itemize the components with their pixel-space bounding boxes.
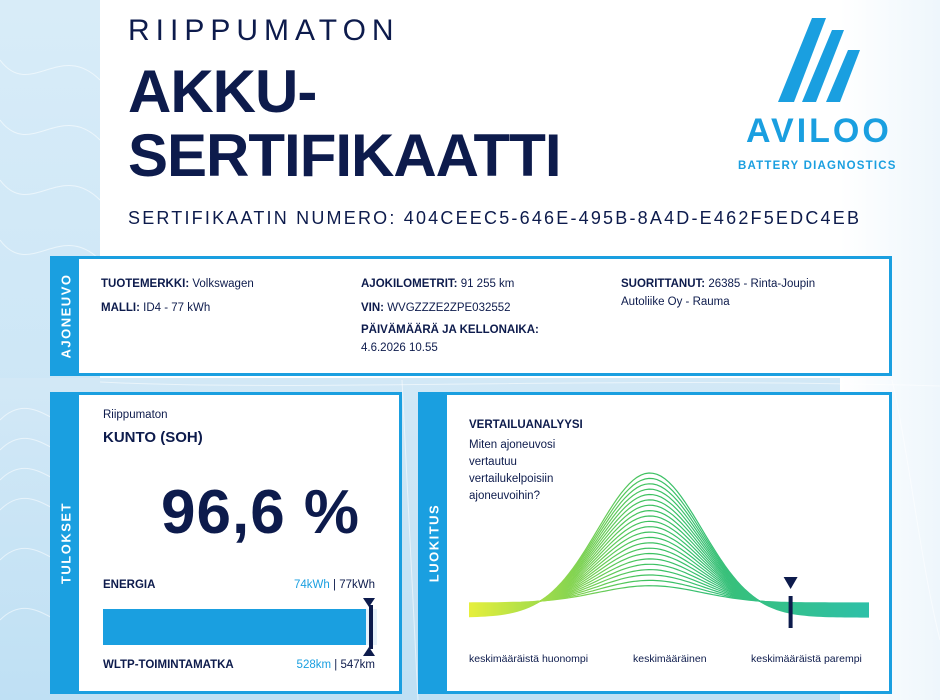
comparison-panel xyxy=(418,392,892,694)
brand-value: Volkswagen xyxy=(192,278,254,290)
energy-separator: | xyxy=(329,579,340,591)
performer-value-line1: 26385 - Rinta-Joupin xyxy=(708,278,816,290)
mileage-value: 91 255 km xyxy=(460,278,515,290)
soh-label: KUNTO (SOH) xyxy=(103,429,203,446)
distribution-line xyxy=(469,580,869,603)
axis-label-better: keskimääräistä parempi xyxy=(751,653,862,665)
distribution-line xyxy=(469,586,869,603)
energy-values xyxy=(294,579,375,591)
wltp-nominal: 547km xyxy=(340,659,375,671)
logo-wordmark: AVILOO xyxy=(746,112,892,150)
distribution-line xyxy=(469,505,869,613)
model-value: ID4 - 77 kWh xyxy=(143,302,211,314)
mileage-field xyxy=(361,275,514,293)
position-marker-line xyxy=(789,596,793,628)
vin-field xyxy=(361,299,511,317)
vehicle-tab xyxy=(53,259,79,373)
vin-label: VIN: xyxy=(361,302,384,314)
axis-label-average: keskimääräinen xyxy=(633,653,707,665)
energy-bar-fill xyxy=(103,609,366,645)
distribution-line xyxy=(469,575,869,604)
vehicle-panel xyxy=(50,256,892,376)
vehicle-tab-label: AJONEUVO xyxy=(58,273,74,359)
certificate-number: SERTIFIKAATIN NUMERO: 404CEEC5-646E-495B-8A4D-E462F5EDC4EB xyxy=(128,208,862,228)
energy-nominal: 77kWh xyxy=(339,579,375,591)
brand-field xyxy=(101,275,254,293)
datetime-label: PÄIVÄMÄÄRÄ JA KELLONAIKA: xyxy=(361,324,539,336)
energy-label: ENERGIA xyxy=(103,579,156,591)
comparison-question: Miten ajoneuvosi vertautuu vertailukelpoisiin ajoneuvoihin? xyxy=(469,439,556,502)
datetime-value: 4.6.2026 10.55 xyxy=(361,342,438,354)
comparison-tab xyxy=(421,395,447,691)
bar-bottom-marker-icon xyxy=(363,647,375,656)
aviloo-logo-icon xyxy=(740,18,900,178)
performer-label: SUORITTANUT: xyxy=(621,278,706,290)
position-marker-top-icon xyxy=(784,577,798,589)
distribution-line xyxy=(469,564,869,605)
performer-field xyxy=(621,275,815,311)
soh-value: 96,6 % xyxy=(161,478,361,547)
results-tab-label: TULOKSET xyxy=(58,501,74,585)
wltp-current: 528km xyxy=(296,659,332,671)
distribution-line xyxy=(469,559,869,606)
axis-label-worse: keskimääräistä huonompi xyxy=(469,653,589,665)
comparison-title: VERTAILUANALYYSI xyxy=(469,419,583,431)
distribution-line xyxy=(469,527,869,611)
model-field xyxy=(101,299,210,317)
wltp-separator: | xyxy=(331,659,341,671)
performer-value-line2: Autoliike Oy - Rauma xyxy=(621,296,730,308)
title-line-2: SERTIFIKAATTI xyxy=(128,122,561,189)
title-line-1: AKKU- xyxy=(128,58,317,125)
datetime-field xyxy=(361,321,539,357)
results-tab xyxy=(53,395,79,691)
certificate-subtitle: RIIPPUMATON xyxy=(128,14,400,47)
wltp-label: WLTP-TOIMINTAMATKA xyxy=(103,659,234,671)
distribution-line xyxy=(469,516,869,612)
wltp-values xyxy=(297,659,375,671)
distribution-line xyxy=(469,532,869,610)
soh-small-label: Riippumaton xyxy=(103,409,168,421)
brand-label: TUOTEMERKKI: xyxy=(101,278,190,290)
distribution-line xyxy=(469,537,869,609)
results-panel xyxy=(50,392,402,694)
vin-value: WVGZZZE2ZPE032552 xyxy=(387,302,511,314)
comparison-tab-label: LUOKITUS xyxy=(426,503,442,583)
energy-current: 74kWh xyxy=(294,579,330,591)
model-label: MALLI: xyxy=(101,302,140,314)
mileage-label: AJOKILOMETRIT: xyxy=(361,278,458,290)
distribution-line xyxy=(469,521,869,611)
logo-tagline: BATTERY DIAGNOSTICS xyxy=(738,160,897,172)
energy-bar-cap xyxy=(369,605,373,649)
energy-bar-track xyxy=(103,609,377,645)
certificate-title xyxy=(128,60,561,188)
